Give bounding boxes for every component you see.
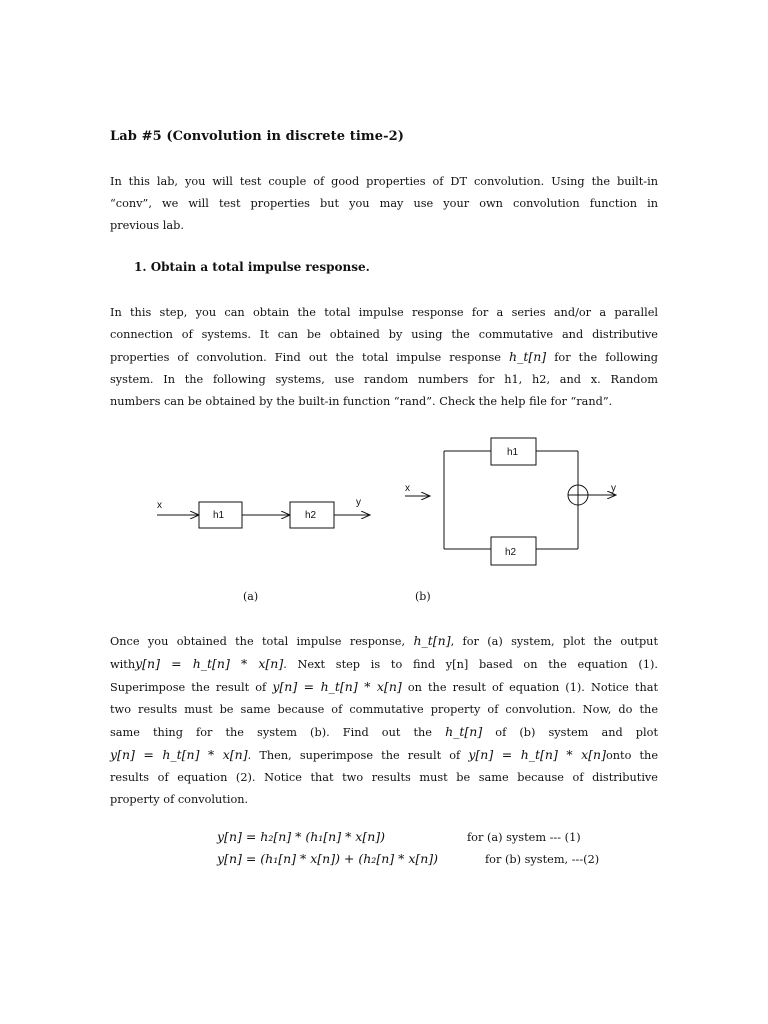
- instr-line-8: property of convolution.: [110, 793, 249, 806]
- instr-line-3-text-b: on the result of equation (1). Notice that: [407, 681, 659, 694]
- step-line-4: system. In the following systems, use random numbers for h1, h2, and x. Random: [110, 373, 658, 386]
- intro-line-2: “conv”, we will test properties but you may use your own convolution function in: [110, 197, 658, 210]
- diagram-b-x-label: x: [405, 483, 410, 494]
- instr-line-5-text-b: of (b) system and plot: [495, 726, 658, 739]
- equation-2: y[n] = (h₁[n] * x[n]) + (h₂[n] * x[n]): [217, 851, 439, 866]
- step-line-1: In this step, you can obtain the total impulse response for a series and/or a parallel: [110, 306, 658, 319]
- instr-line-3-text-a: Superimpose the result of: [110, 681, 267, 694]
- math-ht: h_t[n]: [413, 633, 451, 648]
- instr-line-4: two results must be same because of commutative property of convolution. Now, do the: [110, 703, 658, 716]
- step-line-3-text-a: properties of convolution. Find out the total impulse response: [110, 351, 501, 364]
- instr-line-2-text-b: . Next step is to find y[n] based on the equation (1).: [283, 658, 659, 671]
- math-conv-eq: y[n] = h_t[n] * x[n]: [272, 679, 402, 694]
- instr-line-6-text-a: . Then, superimpose the result of: [247, 749, 461, 762]
- intro-line-3: previous lab.: [110, 219, 184, 232]
- math-conv-eq: y[n] = h_t[n] * x[n]: [110, 747, 248, 762]
- intro-line-1: In this lab, you will test couple of good properties of DT convolution. Using the built-in: [110, 175, 658, 188]
- step-line-2: connection of systems. It can be obtained by using the commutative and distributive: [110, 328, 658, 341]
- instr-line-7: results of equation (2). Notice that two results must be same because of distributive: [110, 771, 658, 784]
- diagram-a-y-label: y: [356, 497, 361, 508]
- instr-line-2: [110, 653, 658, 676]
- instr-line-1-text-b: , for (a) system, plot the output: [450, 635, 658, 648]
- section-heading: 1. Obtain a total impulse response.: [134, 260, 370, 274]
- math-ht: h_t[n]: [509, 349, 547, 364]
- instr-line-5: [110, 721, 658, 744]
- equation-2-note: for (b) system, ---(2): [485, 853, 600, 866]
- diagram-a-h2-label: h2: [305, 510, 317, 521]
- diagram-b-y-label: y: [611, 483, 616, 494]
- equation-1: y[n] = h₂[n] * (h₁[n] * x[n]): [217, 829, 386, 844]
- instr-line-1: [110, 630, 658, 653]
- diagram-a-series: [157, 497, 370, 528]
- caption-b: (b): [415, 590, 431, 603]
- diagram-b-h2-label: h2: [505, 547, 517, 558]
- summing-junction: [568, 485, 588, 505]
- equation-1-note: for (a) system --- (1): [467, 831, 581, 844]
- instr-line-6: [110, 744, 658, 767]
- step-line-5: numbers can be obtained by the built-in function “rand”. Check the help file for “rand”.: [110, 395, 613, 408]
- caption-a: (a): [243, 590, 259, 603]
- diagram-a-x-label: x: [157, 500, 162, 511]
- diagram-a-h1-label: h1: [213, 510, 225, 521]
- math-conv-eq: y[n] = h_t[n] * x[n]: [468, 747, 606, 762]
- instr-line-5-text-a: same thing for the system (b). Find out the: [110, 726, 432, 739]
- math-conv-eq: y[n] = h_t[n] * x[n]: [135, 656, 284, 671]
- instr-line-2-text-a: with: [110, 658, 136, 671]
- instr-line-1-text-a: Once you obtained the total impulse response,: [110, 635, 406, 648]
- step-line-3-text-b: for the following: [554, 351, 659, 364]
- instr-line-3: [110, 676, 658, 699]
- diagram-b-parallel: [405, 438, 616, 565]
- instructions-paragraph: [110, 630, 658, 811]
- diagram-b-h1-label: h1: [507, 447, 519, 458]
- instr-line-6-text-b: onto the: [605, 749, 659, 762]
- math-ht: h_t[n]: [445, 724, 483, 739]
- lab-title: Lab #5 (Convolution in discrete time-2): [110, 129, 405, 144]
